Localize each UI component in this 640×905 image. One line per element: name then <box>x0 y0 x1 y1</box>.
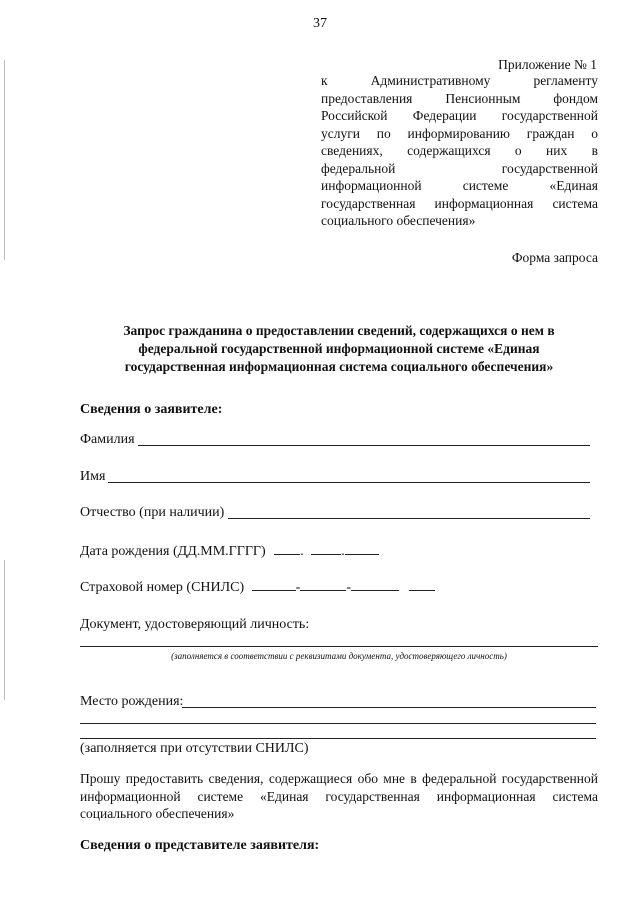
patronymic-label: Отчество (при наличии) <box>80 505 225 520</box>
birth-year-field[interactable] <box>345 542 379 555</box>
date-separator: . <box>341 544 345 559</box>
birth-month-field[interactable] <box>311 542 341 555</box>
snils-row <box>80 578 435 596</box>
regulation-line: федеральной государственной <box>321 160 598 176</box>
birthdate-label: Дата рождения (ДД.ММ.ГГГГ) <box>80 544 266 559</box>
document-label: Документ, удостоверяющий личность: <box>80 617 310 632</box>
surname-label: Фамилия <box>80 432 135 447</box>
appendix-label: Приложение № 1 <box>498 57 597 72</box>
form-label: Форма запроса <box>511 250 598 265</box>
birthplace-label: Место рождения: <box>80 694 184 709</box>
snils-part-1-field[interactable] <box>252 578 296 591</box>
title-line: Запрос гражданина о предоставлении сведений, содержащихся о нем в <box>123 323 555 338</box>
snils-separator: - <box>295 580 301 595</box>
binding-shadow <box>4 560 5 700</box>
birthplace-field-line-2[interactable] <box>80 723 596 724</box>
regulation-line: социального обеспечения» <box>321 213 476 228</box>
regulation-line: предоставления Пенсионным фондом <box>321 90 598 106</box>
name-field[interactable] <box>108 482 590 483</box>
regulation-line: государственная информационная система <box>321 195 598 211</box>
birthplace-field[interactable] <box>182 707 596 708</box>
regulation-line: услуги по информированию граждан о <box>321 125 598 141</box>
regulation-line: к Административному регламенту <box>321 73 598 88</box>
birthdate-row <box>80 542 379 560</box>
document-note: (заполняется в соответствии с реквизитами документа, удостоверяющего личность) <box>171 651 507 661</box>
birthplace-field-line-3[interactable] <box>80 738 596 739</box>
document-title <box>80 322 598 376</box>
snils-part-2-field[interactable] <box>300 578 346 591</box>
regulation-reference <box>321 72 598 230</box>
snils-label: Страховой номер (СНИЛС) <box>80 580 245 595</box>
regulation-line: Российской Федерации государственной <box>321 108 598 123</box>
snils-part-3-field[interactable] <box>351 578 399 591</box>
snils-separator: - <box>346 580 351 595</box>
request-paragraph: Прошу предоставить сведения, содержащиеся обо мне в федеральной государственной информационной системе «Единая государственная информационная система социального обеспечения» <box>80 771 598 821</box>
name-label: Имя <box>80 469 106 484</box>
document-field[interactable] <box>80 646 598 647</box>
snils-checksum-field[interactable] <box>409 578 435 591</box>
binding-shadow <box>4 60 5 260</box>
surname-field[interactable] <box>138 445 590 446</box>
regulation-line: сведениях, содержащихся о них в <box>321 143 598 158</box>
regulation-line: информационной системе «Единая <box>321 178 598 193</box>
representative-heading: Сведения о представителе заявителя: <box>80 838 320 853</box>
title-line: федеральной государственной информационной системе «Единая <box>138 341 540 356</box>
title-line: государственная информационная система социального обеспечения» <box>124 359 554 374</box>
patronymic-field[interactable] <box>228 518 590 519</box>
applicant-heading: Сведения о заявителе: <box>80 402 223 417</box>
birth-day-field[interactable] <box>274 542 300 555</box>
birthplace-note: (заполняется при отсутствии СНИЛС) <box>80 741 309 756</box>
page-number: 37 <box>313 16 327 31</box>
date-separator: . <box>300 544 304 559</box>
